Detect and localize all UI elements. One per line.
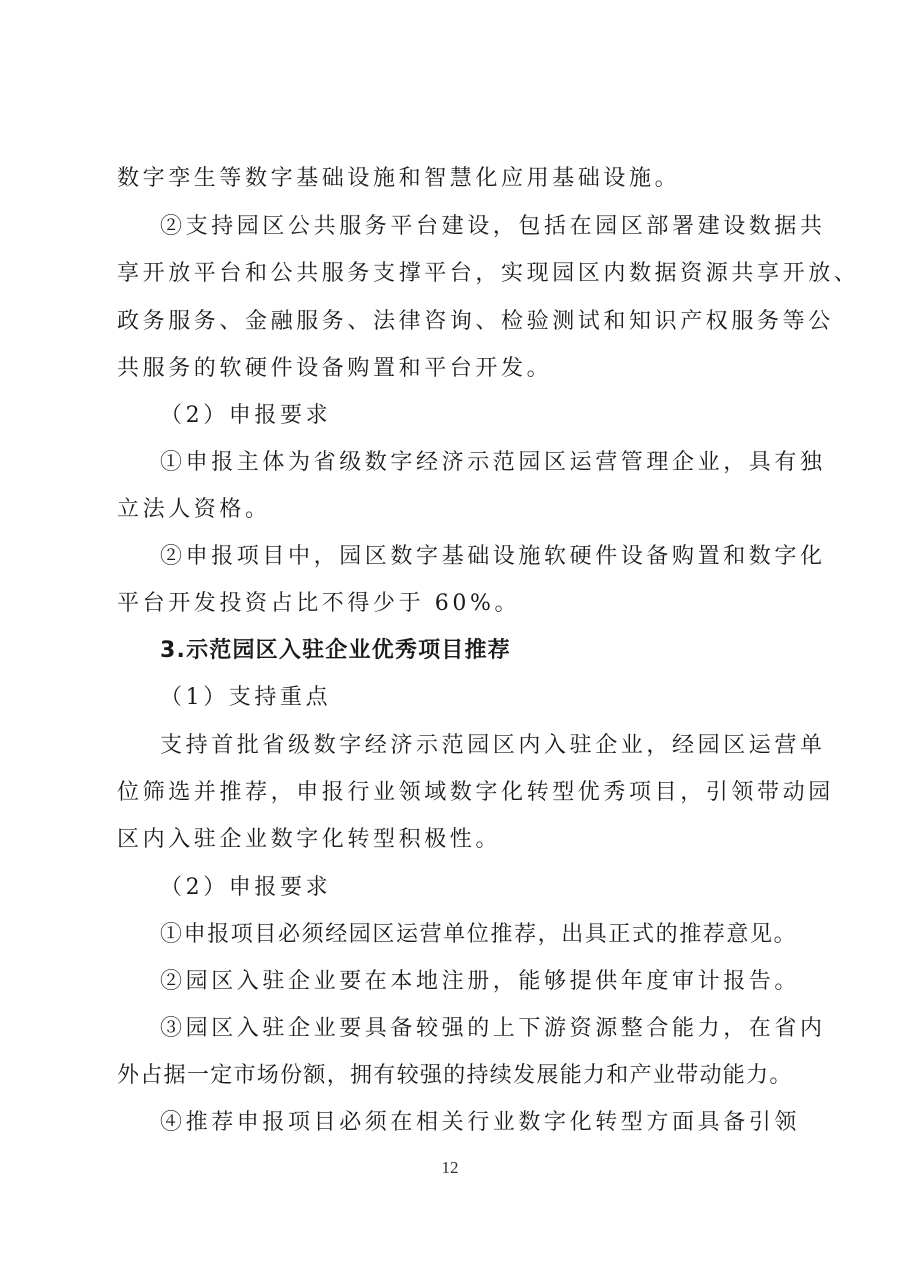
page-number: 12 [441,1158,459,1177]
subsection-heading: （2）申报要求 [160,875,332,900]
subsection-heading: （1）支持重点 [160,685,332,710]
body-text-line: 数字孪生等数字基础设施和智慧化应用基础设施。 [117,166,681,191]
body-text-line: 立法人资格。 [117,497,271,522]
numbered-item: ③园区入驻企业要具备较强的上下游资源整合能力，在省内 [160,1016,826,1041]
body-text-line: 享开放平台和公共服务支撑平台，实现园区内数据资源共享开放、 [117,261,860,286]
body-text-line: 位筛选并推荐，申报行业领域数字化转型优秀项目，引领带动园 [117,780,834,805]
numbered-item: ②园区入驻企业要在本地注册，能够提供年度审计报告。 [160,969,801,994]
numbered-item: ②支持园区公共服务平台建设，包括在园区部署建设数据共 [160,214,826,239]
body-text-line: 区内入驻企业数字化转型积极性。 [117,827,502,852]
numbered-item: ④推荐申报项目必须在相关行业数字化转型方面具备引领 [160,1110,801,1135]
body-text-line: 外占据一定市场份额，拥有较强的持续发展能力和产业带动能力。 [117,1063,793,1088]
body-text-line: 政务服务、金融服务、法律咨询、检验测试和知识产权服务等公 [117,309,834,334]
subsection-heading: （2）申报要求 [160,403,332,428]
numbered-item: ①申报项目必须经园区运营单位推荐，出具正式的推荐意见。 [160,922,798,947]
numbered-item: ①申报主体为省级数字经济示范园区运营管理企业，具有独 [160,450,826,475]
body-text-line: 共服务的软硬件设备购置和平台开发。 [117,356,553,381]
body-text-line: 支持首批省级数字经济示范园区内入驻企业，经园区运营单 [160,733,826,758]
body-text-line: 平台开发投资占比不得少于 60%。 [117,591,521,616]
section-heading: 3.示范园区入驻企业优秀项目推荐 [160,638,511,663]
numbered-item: ②申报项目中，园区数字基础设施软硬件设备购置和数字化 [160,544,826,569]
